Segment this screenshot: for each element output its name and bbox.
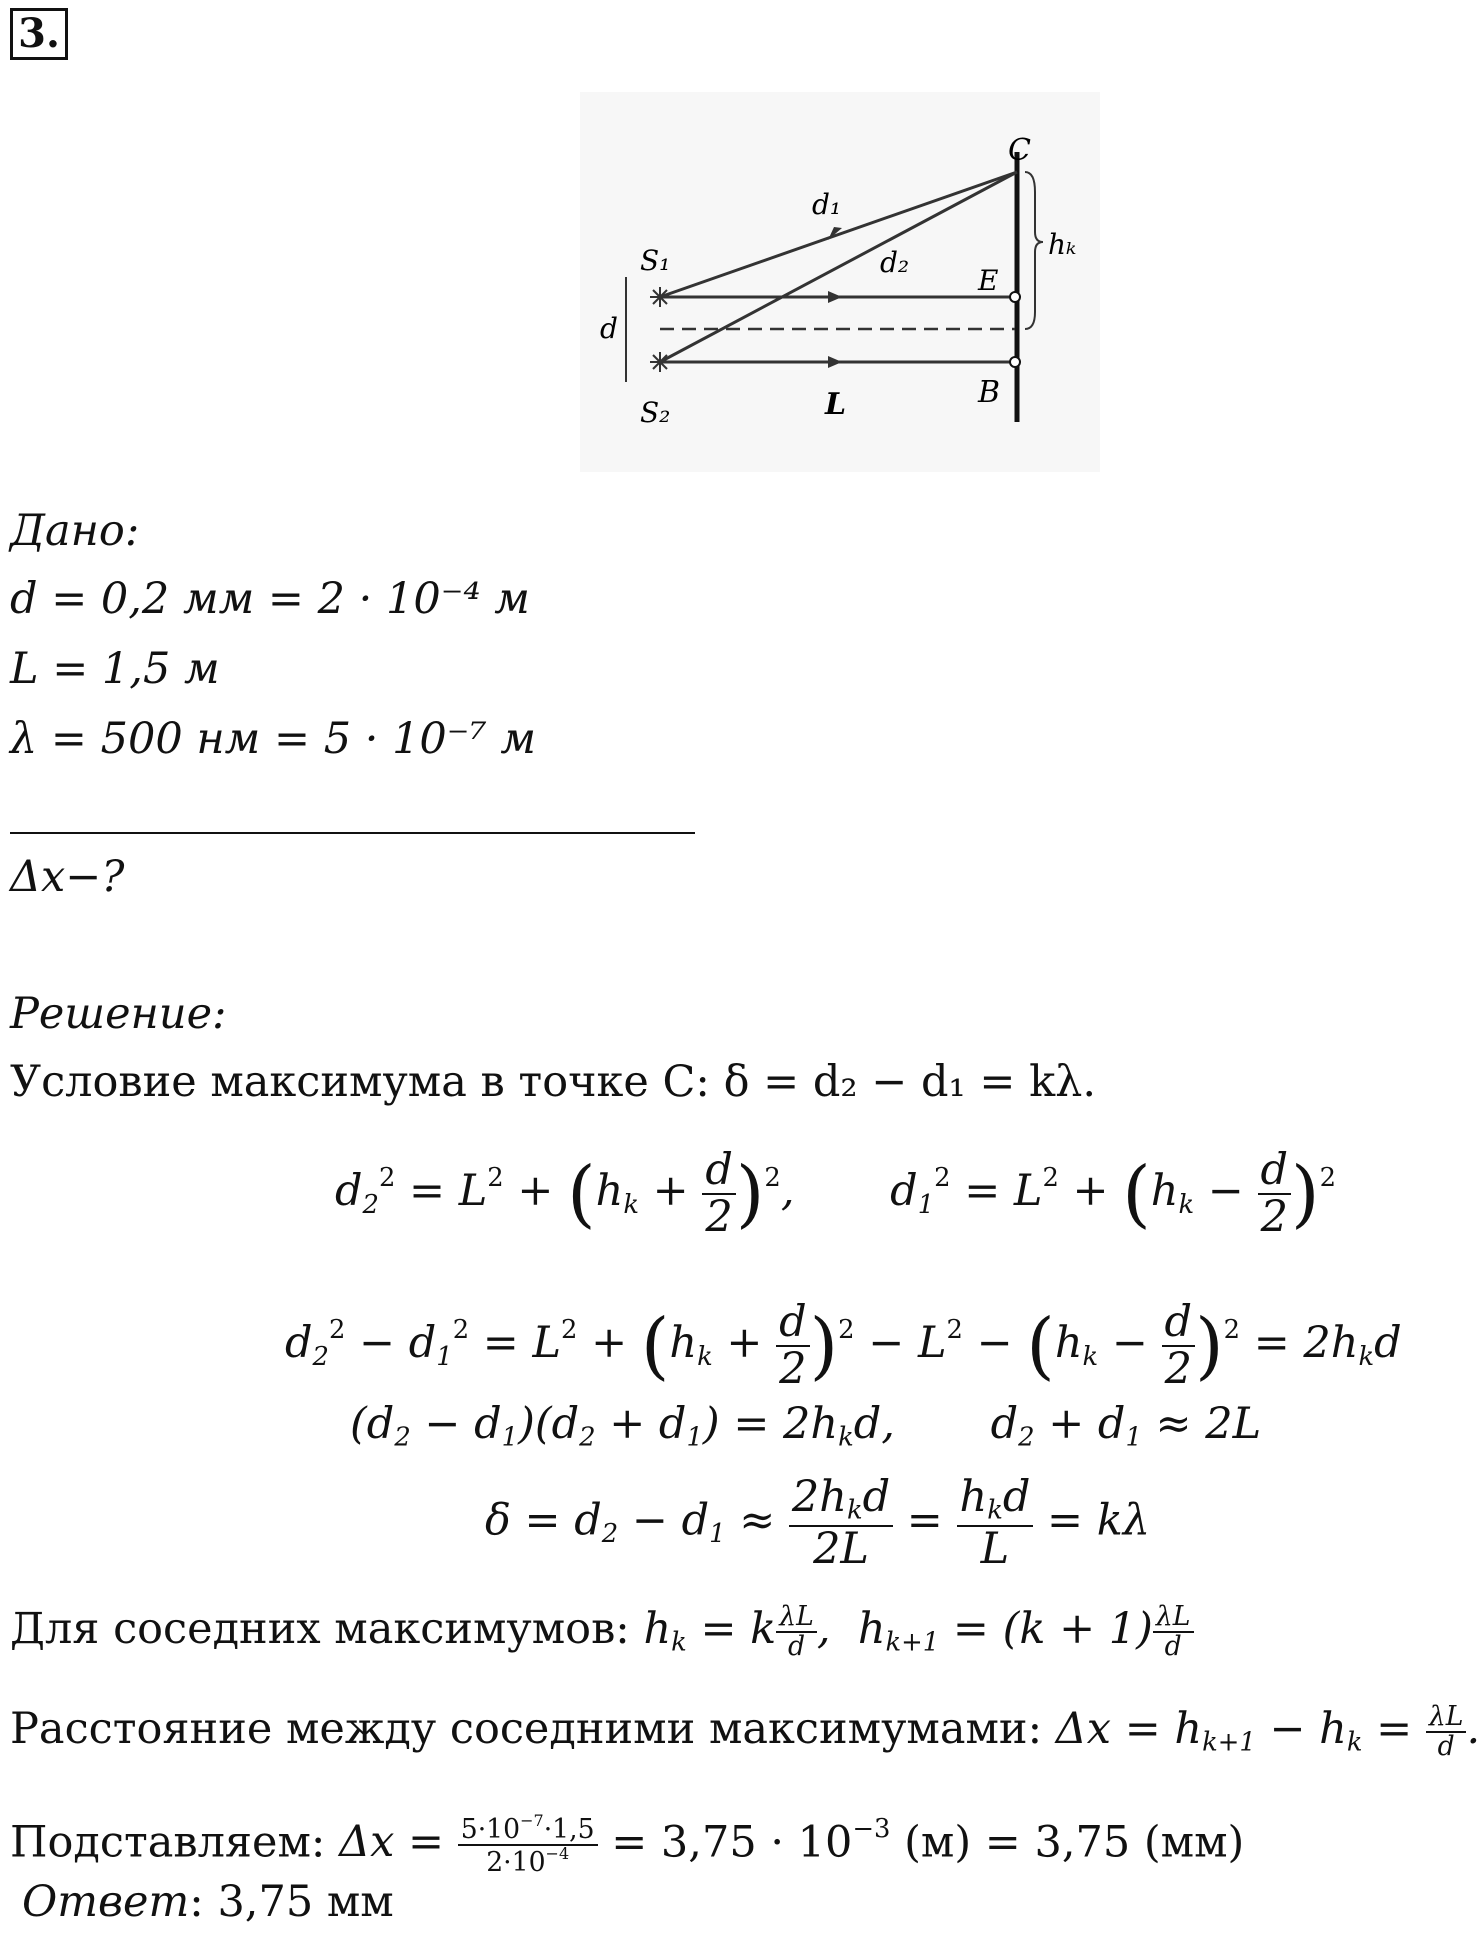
eq-difference: $d_2^2 - d_1^2 = L^2 + (h_k$ + $\frac{d}{2}$ )$^2 - L^2 - (h_k$ − $\frac{d}{2}$ )$^2 = 2h_kd$ xyxy=(285,1297,1402,1395)
eq-product: $(d_2 - d_1)(d_2 + d_1) = 2h_kd$, $d_2 + d_1 \approx 2L$ xyxy=(350,1399,1262,1453)
substitution: Подставляем: Δx = $\frac{5\cdot 10^{-7}\cdot 1,5}{2\cdot 10^{-4}}$ = $3,75 \cdot 10^{-3}$ (м) = 3,75 (мм) xyxy=(10,1811,1245,1879)
label-S2: S₂ xyxy=(640,396,671,429)
eq-delta: $\delta = d_2 - d_1$ ≈ $\frac{2h_kd}{2L}$ = $\frac{h_kd}{L}$ = kλ xyxy=(485,1472,1151,1574)
solution-heading: Решение: xyxy=(10,989,227,1039)
eq-d2-d1-squares: $d_2^2 = L^2 + (h_k$ + $\frac{d}{2}$ )$^2$, $d_1^2 = L^2 + (h_k$ − $\frac{d}{2}$ )$^2$ xyxy=(335,1145,1336,1243)
label-d2: d₂ xyxy=(880,246,910,279)
label-B: B xyxy=(978,375,1001,410)
problem-number: 3. xyxy=(10,8,68,60)
label-d: d xyxy=(600,312,618,345)
given-L: L = 1,5 м xyxy=(10,644,220,694)
label-hk: hₖ xyxy=(1048,228,1077,261)
answer: Ответ: 3,75 мм xyxy=(22,1877,394,1927)
label-L: L xyxy=(825,387,847,422)
distance-formula: Расстояние между соседними максимумами: $\Delta x = h_{k+1} - h_k$ = $\frac{\lambda L}{d}$ . xyxy=(10,1701,1480,1762)
given-lambda: λ = 500 нм = 5 · 10⁻⁷ м xyxy=(10,714,537,764)
label-E: E xyxy=(978,264,999,297)
label-C: C xyxy=(1008,133,1031,168)
max-condition: Условие максимума в точке C: δ = d₂ − d₁ = kλ. xyxy=(10,1057,1097,1107)
find-delta-x: Δx−? xyxy=(10,852,125,902)
neighbor-maxima: Для соседних максимумов: $h_k = k$ $\frac{\lambda L}{d}$ , $h_{k+1} = (k + 1)$ $\frac{\lambda L}{d}$ xyxy=(10,1600,1194,1672)
label-d1: d₁ xyxy=(812,188,842,221)
given-heading: Дано: xyxy=(10,506,140,556)
given-d: d = 0,2 мм = 2 · 10⁻⁴ м xyxy=(10,574,530,624)
interference-diagram xyxy=(580,92,1100,472)
label-S1: S₁ xyxy=(640,244,671,277)
divider xyxy=(10,832,695,834)
